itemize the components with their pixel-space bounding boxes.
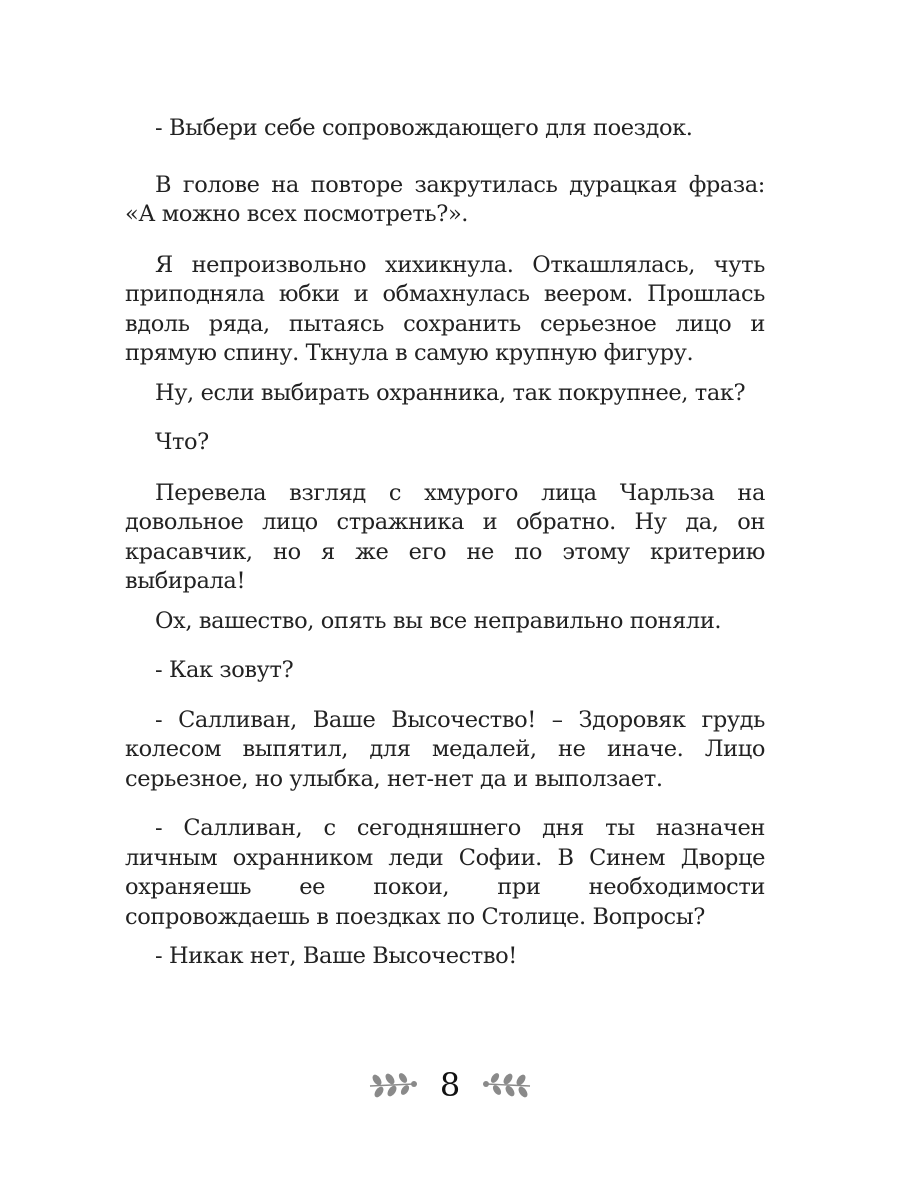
paragraph: Что?: [155, 429, 209, 455]
paragraph: В голове на повторе закрутилась дурацкая фраза: «А можно всех посмотреть?».: [125, 171, 765, 227]
paragraph: Ну, если выбирать охранника, так покрупнее, так?: [155, 379, 746, 406]
page-number: 8: [439, 1066, 461, 1104]
paragraph: - Как зовут?: [155, 657, 294, 683]
leaf-sprig-icon: [482, 1072, 532, 1098]
paragraph: Я непроизвольно хихикнула. Откашлялась, чуть приподняла юбки и обмахнулась веером. Прошлась вдоль ряда, пытаясь сохранить серьезное лицо и прямую спину. Ткнула в самую крупную фигуру.: [125, 251, 765, 366]
paragraph: Перевела взгляд с хмурого лица Чарльза на довольное лицо стражника и обратно. Ну да, он красавчик, но я же его не по этому критерию выбирала!: [125, 479, 765, 594]
paragraph: - Выбери себе сопровождающего для поездок.: [155, 115, 693, 141]
paragraph: - Салливан, Ваше Высочество! – Здоровяк грудь колесом выпятил, для медалей, не иначе. Лицо серьезное, но улыбка, нет-нет да и выползает.: [125, 706, 765, 792]
page-body: [125, 114, 765, 972]
paragraph: - Никак нет, Ваше Высочество!: [155, 943, 517, 969]
paragraph: - Салливан, с сегодняшнего дня ты назначен личным охранником леди Софии. В Синем Дворце охраняешь ее покои, при необходимости сопровождаешь в поездках по Столице. Вопросы?: [125, 815, 765, 930]
leaf-sprig-icon: [368, 1072, 418, 1098]
paragraph: Ох, вашество, опять вы все неправильно поняли.: [155, 607, 722, 634]
page-footer: [0, 1065, 900, 1105]
